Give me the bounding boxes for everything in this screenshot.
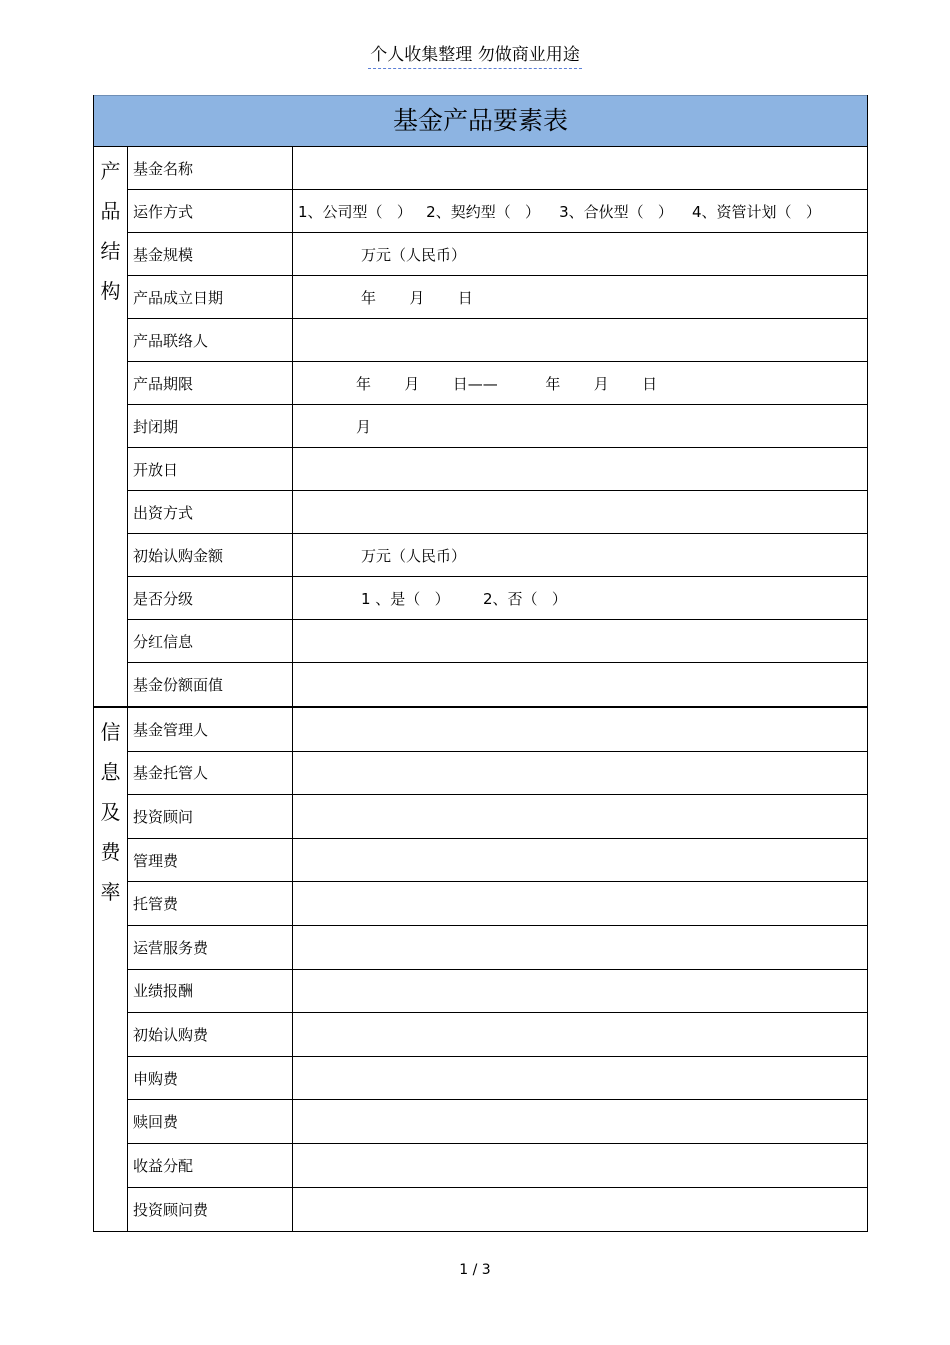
field-label: 投资顾问费	[128, 1188, 293, 1232]
field-label: 赎回费	[128, 1100, 293, 1143]
section-info-and-fees	[94, 706, 867, 1231]
form-row	[128, 1057, 867, 1101]
form-row	[128, 708, 867, 752]
field-value[interactable]	[293, 147, 867, 189]
field-label: 开放日	[128, 448, 293, 490]
field-value[interactable]: 1 、是（ ） 2、否（ ）	[361, 589, 567, 608]
fund-form-table	[93, 95, 868, 1232]
form-row	[128, 147, 867, 190]
field-label: 基金规模	[128, 233, 293, 275]
form-row	[128, 970, 867, 1014]
field-label: 产品联络人	[128, 319, 293, 361]
field-label: 是否分级	[128, 577, 293, 619]
field-label: 管理费	[128, 839, 293, 882]
section-product-structure	[94, 147, 867, 706]
field-value[interactable]: 万元（人民币）	[361, 245, 467, 264]
form-row	[128, 405, 867, 448]
header-text: 个人收集整理 勿做商业用途	[368, 40, 581, 69]
field-label: 分红信息	[128, 620, 293, 662]
field-label: 收益分配	[128, 1144, 293, 1187]
field-value[interactable]	[293, 663, 867, 706]
form-row	[128, 795, 867, 839]
section-rows	[128, 147, 867, 706]
field-label: 业绩报酬	[128, 970, 293, 1013]
field-value[interactable]	[293, 1057, 867, 1100]
section-label-char: 品	[100, 199, 121, 223]
form-row	[128, 491, 867, 534]
field-label: 投资顾问	[128, 795, 293, 838]
field-label: 申购费	[128, 1057, 293, 1100]
form-row	[128, 577, 867, 620]
section-label-char: 信	[100, 720, 121, 744]
section-label-char: 息	[100, 760, 121, 784]
section-label-char: 率	[100, 880, 121, 904]
field-value[interactable]	[293, 839, 867, 882]
field-label: 产品成立日期	[128, 276, 293, 318]
form-row	[128, 663, 867, 706]
field-label: 产品期限	[128, 362, 293, 404]
field-label: 运作方式	[128, 190, 293, 232]
field-value[interactable]	[293, 491, 867, 533]
form-row	[128, 276, 867, 319]
field-value[interactable]	[293, 1013, 867, 1056]
field-value[interactable]: 年 月 日—— 年 月 日	[356, 374, 658, 393]
field-label: 封闭期	[128, 405, 293, 447]
form-row	[128, 190, 867, 233]
form-row	[128, 1188, 867, 1232]
page-header	[0, 40, 950, 69]
field-value[interactable]	[293, 319, 867, 361]
field-label: 基金托管人	[128, 752, 293, 795]
section-label-char: 费	[100, 840, 121, 864]
form-row	[128, 362, 867, 405]
form-row	[128, 839, 867, 883]
form-row	[128, 448, 867, 491]
field-value[interactable]	[293, 1144, 867, 1187]
section-label-char: 构	[100, 279, 121, 303]
form-row	[128, 1144, 867, 1188]
field-value[interactable]: 1、公司型（ ） 2、契约型（ ） 3、合伙型（ ） 4、资管计划（ ）	[298, 202, 821, 221]
form-row	[128, 1013, 867, 1057]
section-label-char: 产	[100, 159, 121, 183]
field-value[interactable]: 月	[356, 417, 372, 436]
field-value[interactable]	[293, 1188, 867, 1232]
form-row	[128, 926, 867, 970]
field-value[interactable]	[293, 970, 867, 1013]
form-row	[128, 534, 867, 577]
field-label: 初始认购费	[128, 1013, 293, 1056]
field-value[interactable]: 万元（人民币）	[361, 546, 467, 565]
section-rows	[128, 708, 867, 1231]
section-label-char: 及	[100, 800, 121, 824]
field-label: 运营服务费	[128, 926, 293, 969]
field-value[interactable]	[293, 448, 867, 490]
field-label: 基金名称	[128, 147, 293, 189]
form-row	[128, 319, 867, 362]
form-row	[128, 233, 867, 276]
form-row	[128, 620, 867, 663]
field-label: 基金管理人	[128, 708, 293, 751]
field-label: 基金份额面值	[128, 663, 293, 706]
field-value[interactable]	[293, 926, 867, 969]
field-label: 托管费	[128, 882, 293, 925]
field-value[interactable]	[293, 752, 867, 795]
field-value[interactable]	[293, 620, 867, 662]
field-value[interactable]: 年 月 日	[361, 288, 473, 307]
field-value[interactable]	[293, 1100, 867, 1143]
field-value[interactable]	[293, 795, 867, 838]
field-label: 初始认购金额	[128, 534, 293, 576]
field-label: 出资方式	[128, 491, 293, 533]
form-title: 基金产品要素表	[94, 95, 867, 147]
section-label	[94, 708, 128, 1231]
field-value[interactable]	[293, 708, 867, 751]
field-value[interactable]	[293, 882, 867, 925]
form-row	[128, 752, 867, 796]
page-number: 1 / 3	[459, 1262, 491, 1278]
section-label-char: 结	[100, 239, 121, 263]
form-row	[128, 1100, 867, 1144]
section-label	[94, 147, 128, 706]
form-row	[128, 882, 867, 926]
